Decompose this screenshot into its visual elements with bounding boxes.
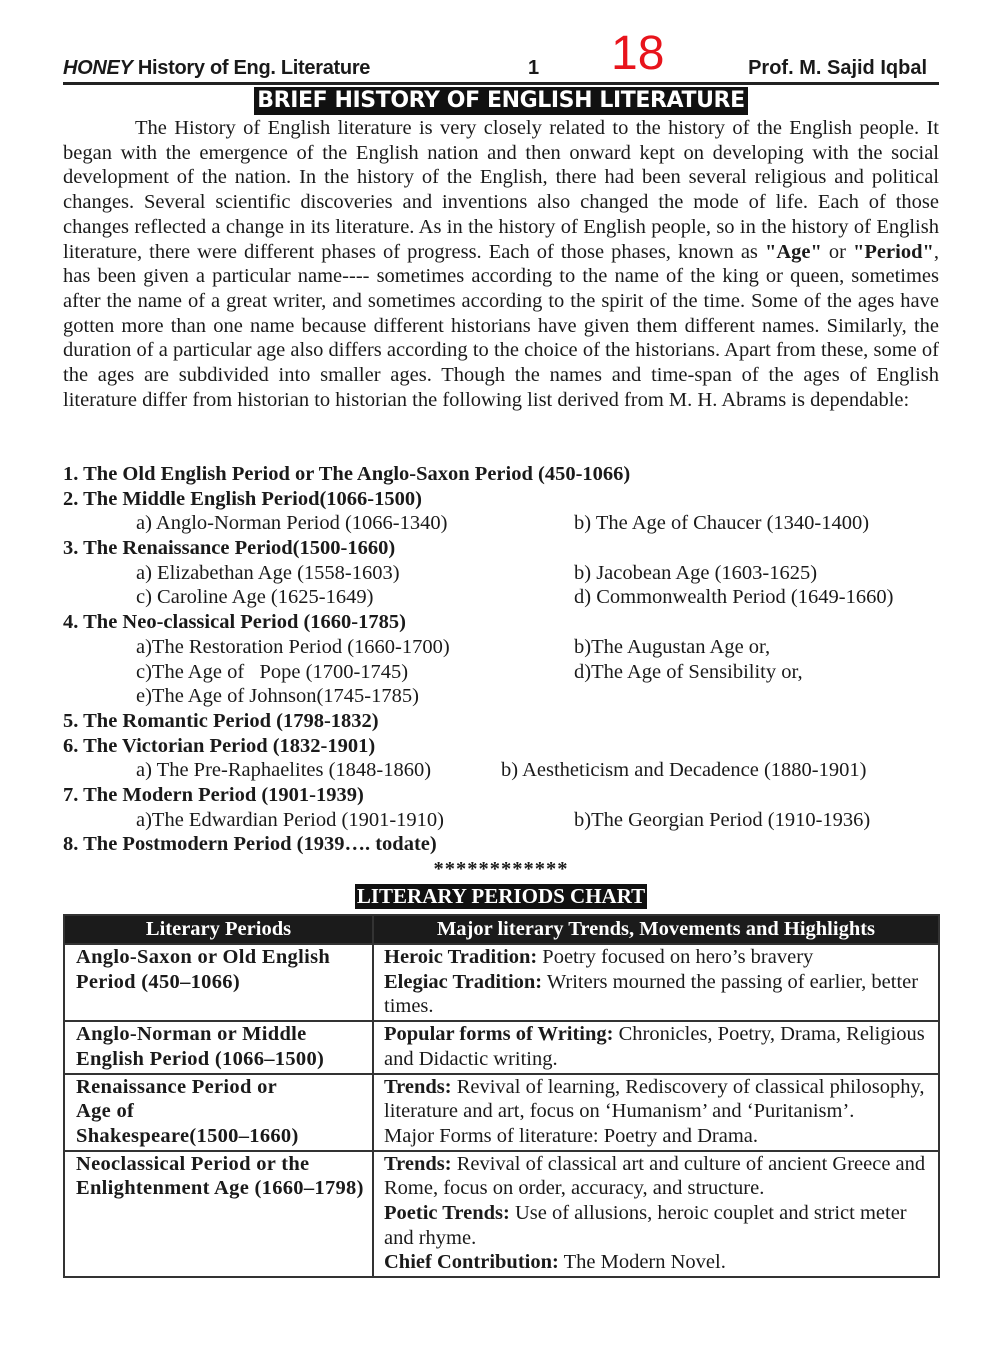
trends-cell bbox=[373, 944, 939, 1021]
intro-text-1: The History of English literature is very closely related to the history of the English people. It began with the emergence of the English nation and then onward kept on developing with the social development of the nation. In the history of the English, there had been several religious and political changes. Several scientific discoveries and inventions also changed the mode of life. Each of those changes reflected a change in its literature. As in the history of English people, so in the history of English literature, there were different phases of progress. Each of those phases, known as bbox=[63, 117, 939, 263]
trend-text: Writers mourned the passing of earlier, better times. bbox=[384, 970, 919, 1018]
subperiod: c) Caroline Age (1625-1649) bbox=[136, 586, 374, 609]
trend-label: Trends: bbox=[384, 1152, 452, 1175]
chart-title: LITERARY PERIODS CHART bbox=[356, 884, 646, 908]
trend-text: Revival of learning, Rediscovery of classical philosophy, literature and art, focus on ‘Humanism’ and ‘Puritanism’. bbox=[384, 1075, 925, 1123]
trend-line bbox=[384, 945, 932, 970]
period-item: 1. The Old English Period or The Anglo-Saxon Period (450-1066) bbox=[63, 463, 631, 485]
subperiod: b) Jacobean Age (1603-1625) bbox=[574, 561, 818, 584]
subperiod-row bbox=[63, 635, 939, 660]
period-item: 3. The Renaissance Period(1500-1660) bbox=[63, 537, 396, 560]
trend-line bbox=[384, 1250, 932, 1275]
trend-text: Poetry focused on hero’s bravery bbox=[537, 946, 814, 968]
trend-label: Elegiac Tradition: bbox=[384, 970, 543, 993]
trend-label: Heroic Tradition: bbox=[384, 946, 538, 968]
table-row bbox=[64, 1021, 939, 1073]
subperiod: b)The Georgian Period (1910-1936) bbox=[574, 808, 871, 831]
trend-line bbox=[384, 1022, 932, 1071]
column-header-trends: Major literary Trends, Movements and Highlights bbox=[373, 915, 939, 944]
trend-text: The Modern Novel. bbox=[558, 1251, 726, 1274]
page-number-large: 18 bbox=[611, 27, 665, 80]
intro-paragraph bbox=[63, 116, 939, 412]
subperiod: b) The Age of Chaucer (1340-1400) bbox=[574, 512, 870, 535]
trend-label: Poetic Trends: bbox=[384, 1202, 510, 1225]
subperiod-row bbox=[63, 660, 939, 685]
intro-text-2: , has been given a particular name---- sometimes according to the name of the king or queen, sometimes after the name of a great writer, and sometimes according to the spirit of the time. Some of the ages have gotten more than one name because different historians have given them different names. Similarly, the duration of a particular age also differs according to the choice of the historians. Apart from these, some of the ages are subdivided into smaller ages. Though the names and time-span of the ages of English literature differ from historian to historian the following list derived from M. H. Abrams is dependable: bbox=[63, 240, 939, 411]
trends-cell bbox=[373, 1021, 939, 1073]
subperiod: a)The Edwardian Period (1901-1910) bbox=[136, 808, 444, 831]
table-row bbox=[64, 1151, 939, 1278]
subperiod: e)The Age of Johnson(1745-1785) bbox=[136, 685, 419, 708]
page-number-small: 1 bbox=[528, 57, 540, 79]
trend-label: Popular forms of Writing: bbox=[384, 1023, 614, 1046]
subperiod-row bbox=[63, 561, 939, 586]
subperiod-row bbox=[63, 758, 939, 783]
intro-or: or bbox=[821, 240, 854, 263]
period-cell: Anglo-Norman or Middle English Period (1066–1500) bbox=[64, 1021, 373, 1073]
subperiod: d)The Age of Sensibility or, bbox=[574, 660, 803, 683]
trend-text: Major Forms of literature: Poetry and Drama. bbox=[384, 1124, 759, 1147]
period-cell: Renaissance Period or Age of Shakespeare(1500–1660) bbox=[64, 1074, 373, 1151]
title-container bbox=[63, 87, 939, 115]
trend-line bbox=[384, 1152, 932, 1201]
brand-name: HONEY bbox=[63, 57, 133, 79]
subperiod: b)The Augustan Age or, bbox=[574, 635, 771, 658]
subperiod: c)The Age of Pope (1700-1745) bbox=[136, 660, 409, 683]
subperiod: a) Anglo-Norman Period (1066-1340) bbox=[136, 512, 448, 535]
literary-periods-table bbox=[63, 914, 940, 1278]
trend-line bbox=[384, 1075, 932, 1124]
period-cell: Anglo-Saxon or Old English Period (450–1066) bbox=[64, 944, 373, 1021]
period-item: 2. The Middle English Period(1066-1500) bbox=[63, 487, 422, 510]
book-title bbox=[63, 57, 370, 80]
subperiod: b) Aestheticism and Decadence (1880-1901) bbox=[501, 759, 867, 782]
trend-line bbox=[384, 1201, 932, 1250]
subperiod-row bbox=[63, 808, 939, 833]
trend-text: Use of allusions, heroic couplet and strict meter and rhyme. bbox=[384, 1202, 907, 1249]
author-name: Prof. M. Sajid Iqbal bbox=[748, 57, 927, 79]
trend-text: Revival of classical art and culture of ancient Greece and Rome, focus on order, accuracy, and structure. bbox=[384, 1152, 926, 1200]
page-title: BRIEF HISTORY OF ENGLISH LITERATURE bbox=[254, 87, 747, 115]
subperiod-row bbox=[63, 511, 939, 536]
subperiod: a)The Restoration Period (1660-1700) bbox=[136, 635, 450, 658]
trend-text: Chronicles, Poetry, Drama, Religious and Didactic writing. bbox=[384, 1023, 925, 1070]
table-row bbox=[64, 944, 939, 1021]
period-item: 7. The Modern Period (1901-1939) bbox=[63, 783, 364, 806]
trend-line bbox=[384, 1124, 932, 1149]
chart-title-container bbox=[63, 884, 939, 909]
period-item: 6. The Victorian Period (1832-1901) bbox=[63, 734, 376, 757]
running-header bbox=[63, 28, 939, 85]
table-header-row bbox=[64, 915, 939, 944]
term-period: "Period" bbox=[853, 240, 934, 263]
subperiod-row bbox=[63, 585, 939, 610]
trends-cell bbox=[373, 1074, 939, 1151]
periods-list bbox=[63, 462, 939, 882]
term-age: "Age" bbox=[764, 240, 822, 263]
period-item: 5. The Romantic Period (1798-1832) bbox=[63, 709, 379, 732]
table-row bbox=[64, 1074, 939, 1151]
column-header-periods: Literary Periods bbox=[64, 915, 373, 944]
trend-label: Chief Contribution: bbox=[384, 1251, 559, 1274]
trend-line bbox=[384, 970, 932, 1019]
trend-label: Trends: bbox=[384, 1075, 452, 1098]
period-cell: Neoclassical Period or the Enlightenment Age (1660–1798) bbox=[64, 1151, 373, 1278]
trends-cell bbox=[373, 1151, 939, 1278]
book-title-text: History of Eng. Literature bbox=[137, 57, 371, 79]
period-item: 8. The Postmodern Period (1939…. todate) bbox=[63, 833, 437, 856]
subperiod: a) The Pre-Raphaelites (1848-1860) bbox=[136, 759, 432, 782]
period-item: 4. The Neo-classical Period (1660-1785) bbox=[63, 611, 406, 634]
subperiod: a) Elizabethan Age (1558-1603) bbox=[136, 561, 400, 584]
section-separator: ************ bbox=[433, 858, 569, 880]
subperiod: d) Commonwealth Period (1649-1660) bbox=[574, 586, 894, 609]
subperiod-row bbox=[63, 684, 939, 709]
